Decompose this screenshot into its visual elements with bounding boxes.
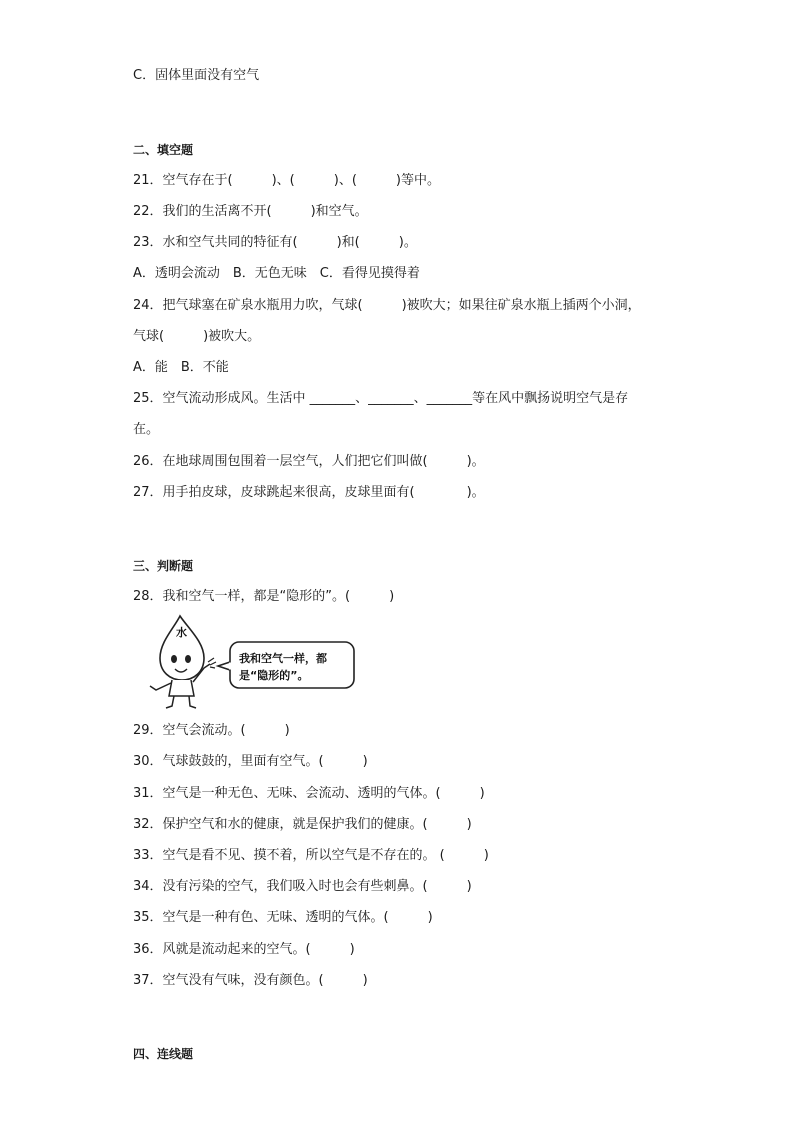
speech-bubble-tail-mask	[229, 663, 232, 670]
section-heading-judge: 三、判断题	[133, 559, 194, 573]
question-31: 31．空气是一种无色、无味、会流动、透明的气体。( )	[133, 786, 485, 801]
water-drop-svg	[138, 612, 360, 712]
question-25-cont: 在。	[133, 422, 160, 437]
question-33: 33．空气是看不见、摸不着，所以空气是不存在的。 ( )	[133, 848, 489, 863]
right-leg	[189, 696, 196, 708]
question-34: 34．没有污染的空气，我们吸入时也会有些刺鼻。( )	[133, 879, 472, 894]
question-30: 30．气球鼓鼓的，里面有空气。( )	[133, 754, 368, 769]
speech-bubble-line-1: 我和空气一样，都	[239, 652, 327, 665]
question-32: 32．保护空气和水的健康，就是保护我们的健康。( )	[133, 817, 472, 832]
left-leg	[166, 696, 174, 708]
question-24: 24．把气球塞在矿泉水瓶用力吹，气球( )被吹大；如果往矿泉水瓶上插两个小洞，	[133, 298, 641, 313]
question-28: 28．我和空气一样，都是“隐形的”。( )	[133, 589, 395, 604]
speech-bubble-line-2: 是“隐形的”。	[239, 669, 309, 682]
drop-body	[169, 680, 194, 696]
right-hand	[208, 658, 216, 668]
speech-bubble-tail	[218, 662, 230, 670]
question-35: 35．空气是一种有色、无味、透明的气体。( )	[133, 910, 433, 925]
option-c-text: C．固体里面没有空气	[133, 68, 260, 83]
right-eye	[185, 655, 191, 663]
question-22: 22．我们的生活离不开( )和空气。	[133, 204, 368, 219]
question-25: 25．空气流动形成风。生活中 _______、_______、_______等在风中飘扬说明空气是存	[133, 391, 629, 406]
water-drop-illustration	[138, 612, 360, 712]
question-36: 36．风就是流动起来的空气。( )	[133, 942, 355, 957]
left-eye	[171, 655, 177, 663]
question-26: 26．在地球周围包围着一层空气，人们把它们叫做( )。	[133, 454, 485, 469]
section-heading-matching: 四、连线题	[133, 1047, 194, 1061]
question-23-options: A．透明会流动 B．无色无味 C．看得见摸得着	[133, 266, 420, 281]
question-21: 21．空气存在于( )、( )、( )等中。	[133, 173, 440, 188]
question-29: 29．空气会流动。( )	[133, 723, 290, 738]
question-37: 37．空气没有气味，没有颜色。( )	[133, 973, 368, 988]
drop-label: 水	[176, 626, 187, 639]
section-heading-fill-in: 二、填空题	[133, 143, 194, 157]
question-23: 23．水和空气共同的特征有( )和( )。	[133, 235, 417, 250]
question-24-options: A．能 B．不能	[133, 360, 229, 375]
left-arm	[150, 683, 171, 690]
question-27: 27．用手拍皮球，皮球跳起来很高，皮球里面有( )。	[133, 485, 485, 500]
question-24-cont: 气球( )被吹大。	[133, 329, 261, 344]
